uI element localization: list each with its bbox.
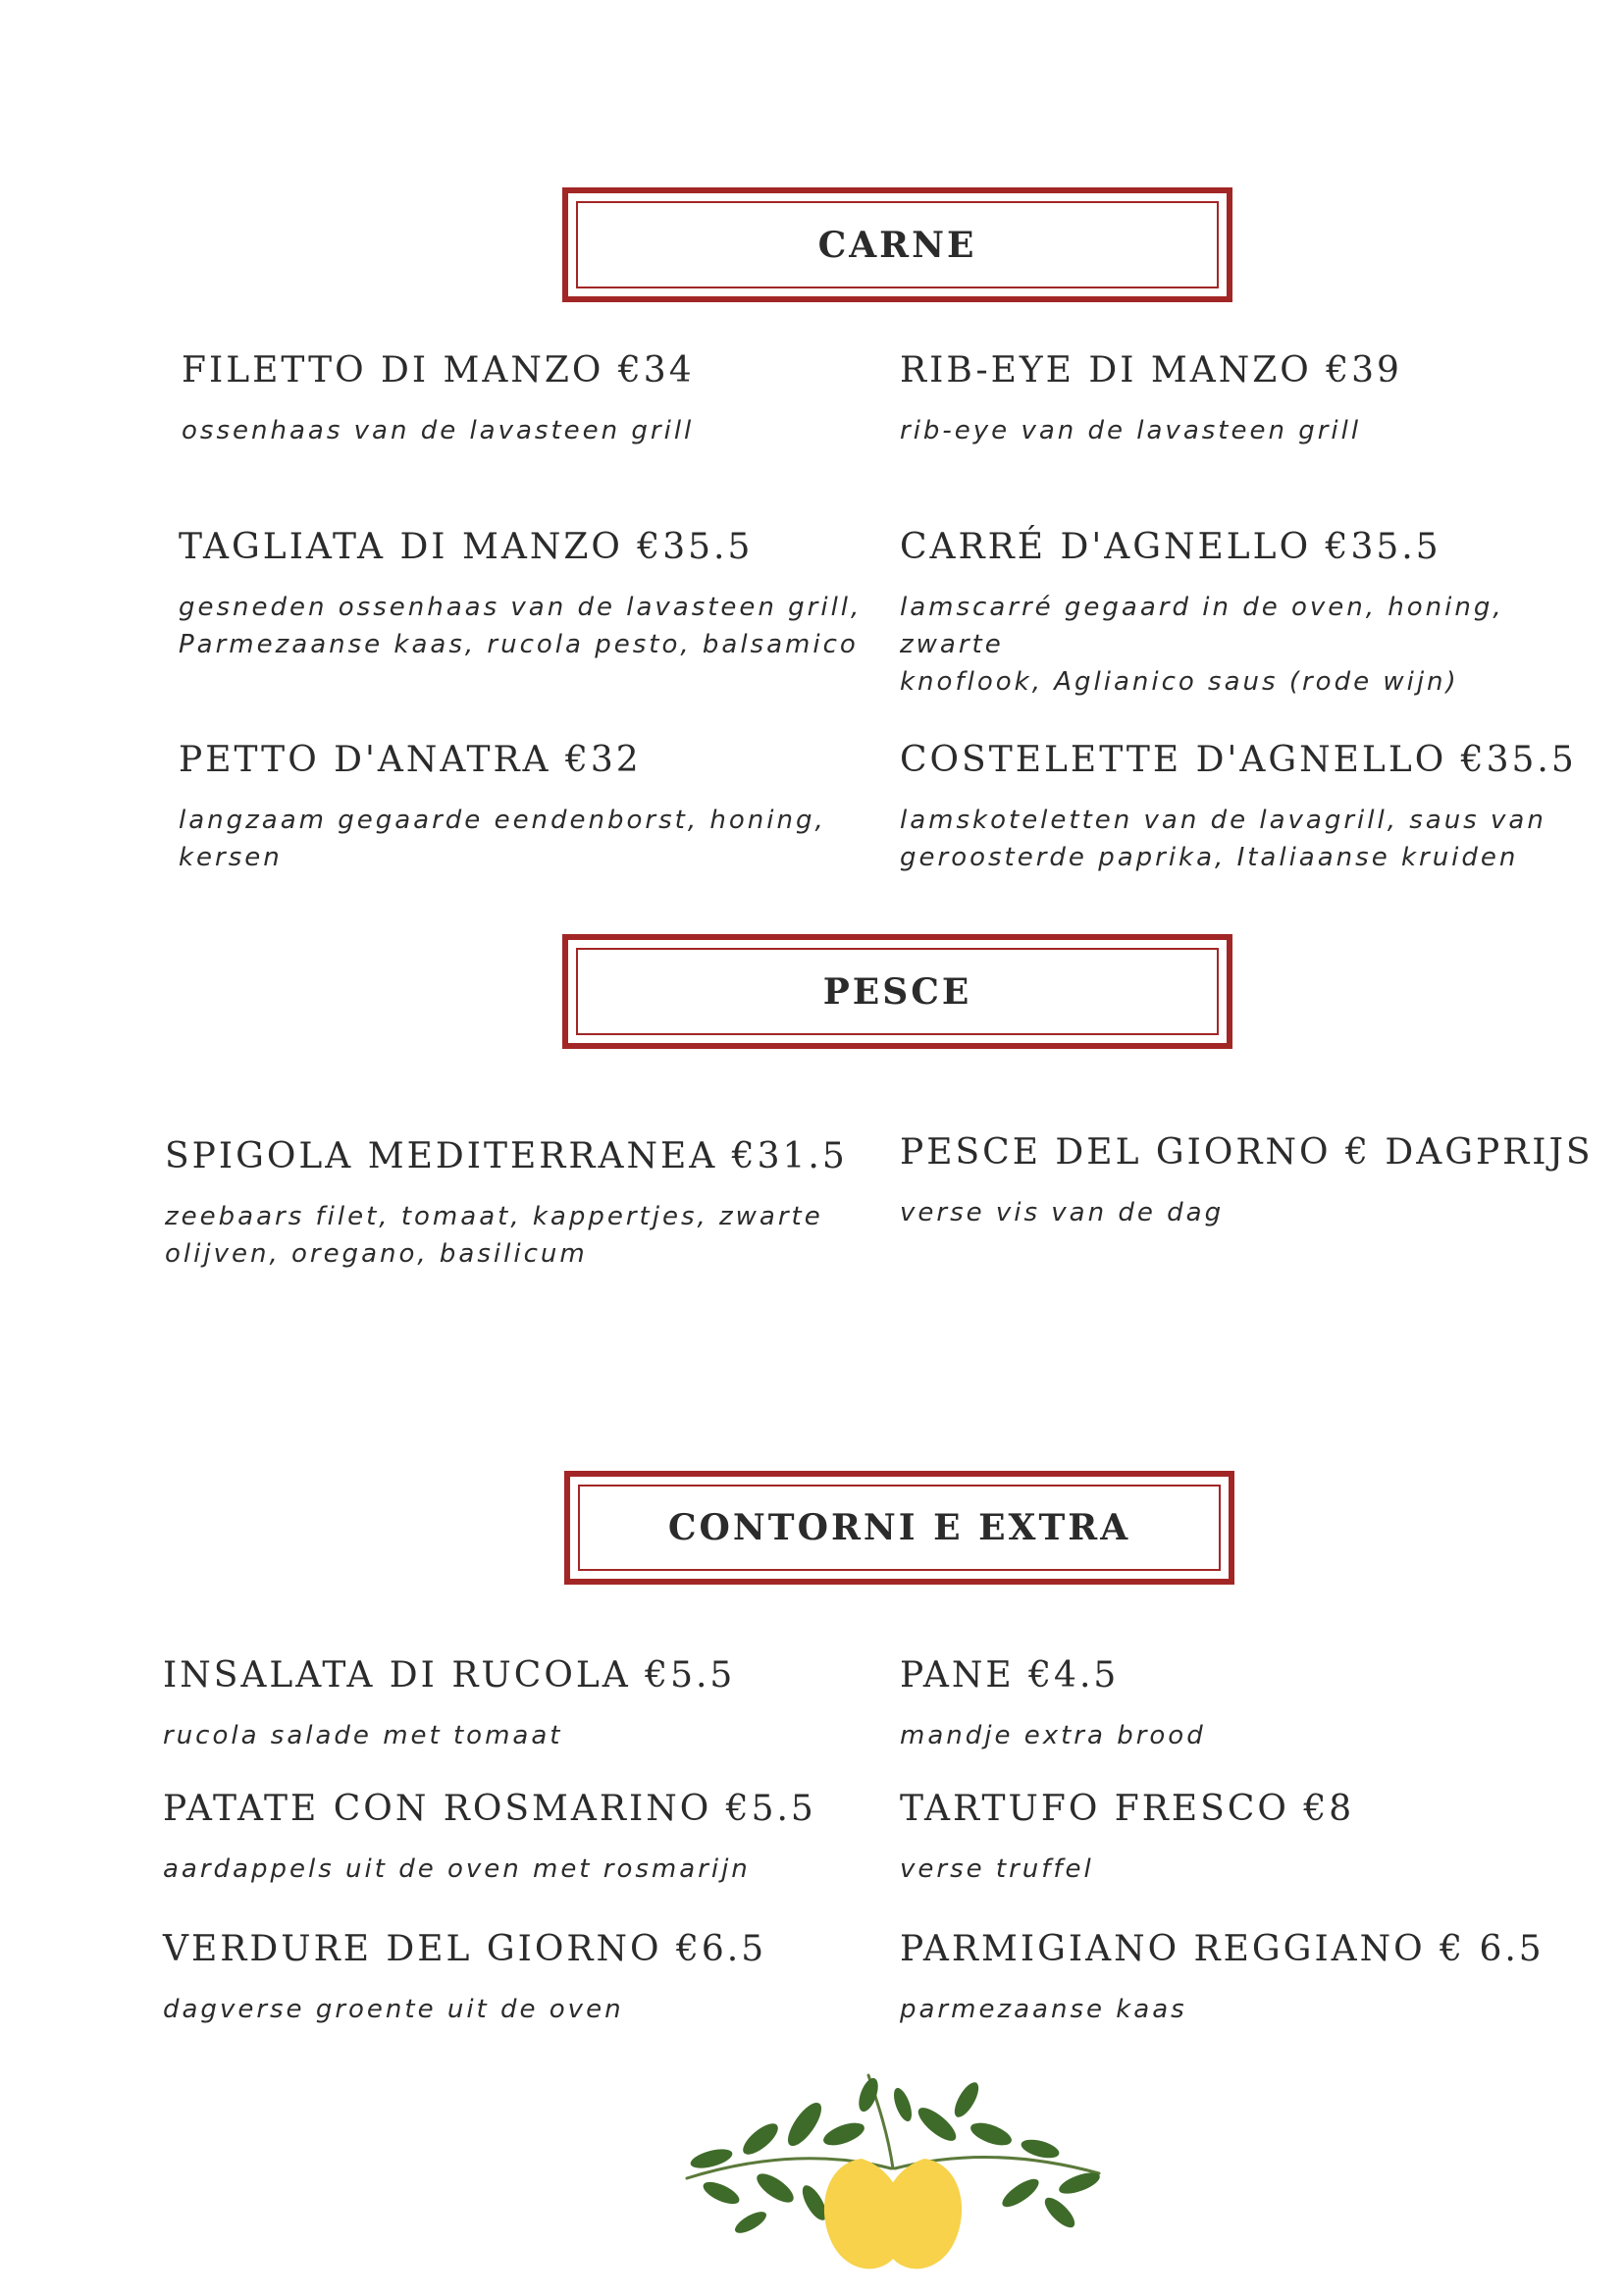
- item-description: parmezaanse kaas: [900, 1995, 1187, 2024]
- item-name: PANE €4.5: [900, 1655, 1120, 1696]
- item-description: [179, 802, 865, 876]
- item-description: dagverse groente uit de oven: [163, 1995, 624, 2024]
- branch-stems: [687, 2075, 1099, 2178]
- menu-item-pesce-del-giorno: [900, 1131, 1606, 1231]
- item-description: [900, 802, 1606, 876]
- item-description: [179, 589, 865, 663]
- item-name: PESCE DEL GIORNO € DAGPRIJS: [900, 1132, 1594, 1173]
- menu-item-parmigiano-reggiano: [900, 1928, 1587, 2028]
- menu-item-costelette-d-agnello: [900, 739, 1606, 876]
- menu-item-tagliata-di-manzo: [179, 526, 865, 663]
- item-name: PETTO D'ANATRA €32: [179, 740, 642, 780]
- menu-item-pane: [900, 1654, 1587, 1754]
- menu-item-rib-eye-di-manzo: [900, 349, 1587, 449]
- menu-item-spigola-mediterranea: [165, 1135, 871, 1273]
- item-description: verse vis van de dag: [900, 1198, 1225, 1227]
- item-name: FILETTO DI MANZO €34: [182, 350, 695, 391]
- desc-line: kersen: [179, 843, 283, 872]
- item-name: PARMIGIANO REGGIANO € 6.5: [900, 1929, 1545, 1969]
- menu-item-verdure-del-giorno: [163, 1928, 850, 2028]
- desc-line: lamskoteletten van de lavagrill, saus van: [900, 806, 1546, 835]
- desc-line: langzaam gegaarde eendenborst, honing,: [179, 806, 826, 835]
- section-title: CONTORNI E EXTRA: [667, 1507, 1131, 1548]
- item-description: mandje extra brood: [900, 1721, 1206, 1750]
- lemons: [824, 2159, 962, 2269]
- item-name: SPIGOLA MEDITERRANEA €31.5: [165, 1136, 848, 1176]
- item-description: rucola salade met tomaat: [163, 1721, 563, 1750]
- lemon-branch-icon: [667, 2065, 1119, 2291]
- item-name: COSTELETTE D'AGNELLO €35.5: [900, 740, 1577, 780]
- item-name: TARTUFO FRESCO €8: [900, 1789, 1355, 1829]
- desc-line: Parmezaanse kaas, rucola pesto, balsamico: [179, 630, 859, 659]
- item-description: rib-eye van de lavasteen grill: [900, 416, 1362, 445]
- section-title: CARNE: [817, 224, 977, 266]
- section-title: PESCE: [822, 970, 972, 1013]
- menu-item-filetto-di-manzo: [182, 349, 849, 449]
- item-name: CARRÉ D'AGNELLO €35.5: [900, 527, 1441, 567]
- menu-item-insalata-di-rucola: [163, 1654, 850, 1754]
- item-name: RIB-EYE DI MANZO €39: [900, 350, 1402, 391]
- item-description: verse truffel: [900, 1854, 1094, 1884]
- item-description: aardappels uit de oven met rosmarijn: [163, 1854, 751, 1884]
- item-name: INSALATA DI RUCOLA €5.5: [163, 1655, 736, 1696]
- menu-item-tartufo-fresco: [900, 1788, 1587, 1888]
- menu-item-patate-con-rosmarino: [163, 1788, 850, 1888]
- section-header-carne: [562, 187, 1232, 302]
- item-name: VERDURE DEL GIORNO €6.5: [163, 1929, 767, 1969]
- item-description: [900, 589, 1606, 701]
- section-header-pesce: [562, 934, 1232, 1049]
- desc-line: gesneden ossenhaas van de lavasteen grill,: [179, 593, 863, 622]
- desc-line: knoflook, Aglianico saus (rode wijn): [900, 667, 1459, 697]
- item-description: [165, 1198, 871, 1273]
- menu-item-carre-d-agnello: [900, 526, 1606, 701]
- desc-line: geroosterde paprika, Italiaanse kruiden: [900, 843, 1519, 872]
- item-name: PATATE CON ROSMARINO €5.5: [163, 1789, 816, 1829]
- item-name: TAGLIATA DI MANZO €35.5: [179, 527, 754, 567]
- desc-line: zeebaars filet, tomaat, kappertjes, zwarte: [165, 1202, 823, 1231]
- desc-line: olijven, oregano, basilicum: [165, 1239, 588, 1269]
- menu-item-petto-d-anatra: [179, 739, 865, 876]
- desc-line: lamscarré gegaard in de oven, honing, zwarte: [900, 593, 1504, 659]
- section-header-contorni: [564, 1471, 1234, 1585]
- item-description: ossenhaas van de lavasteen grill: [182, 416, 695, 445]
